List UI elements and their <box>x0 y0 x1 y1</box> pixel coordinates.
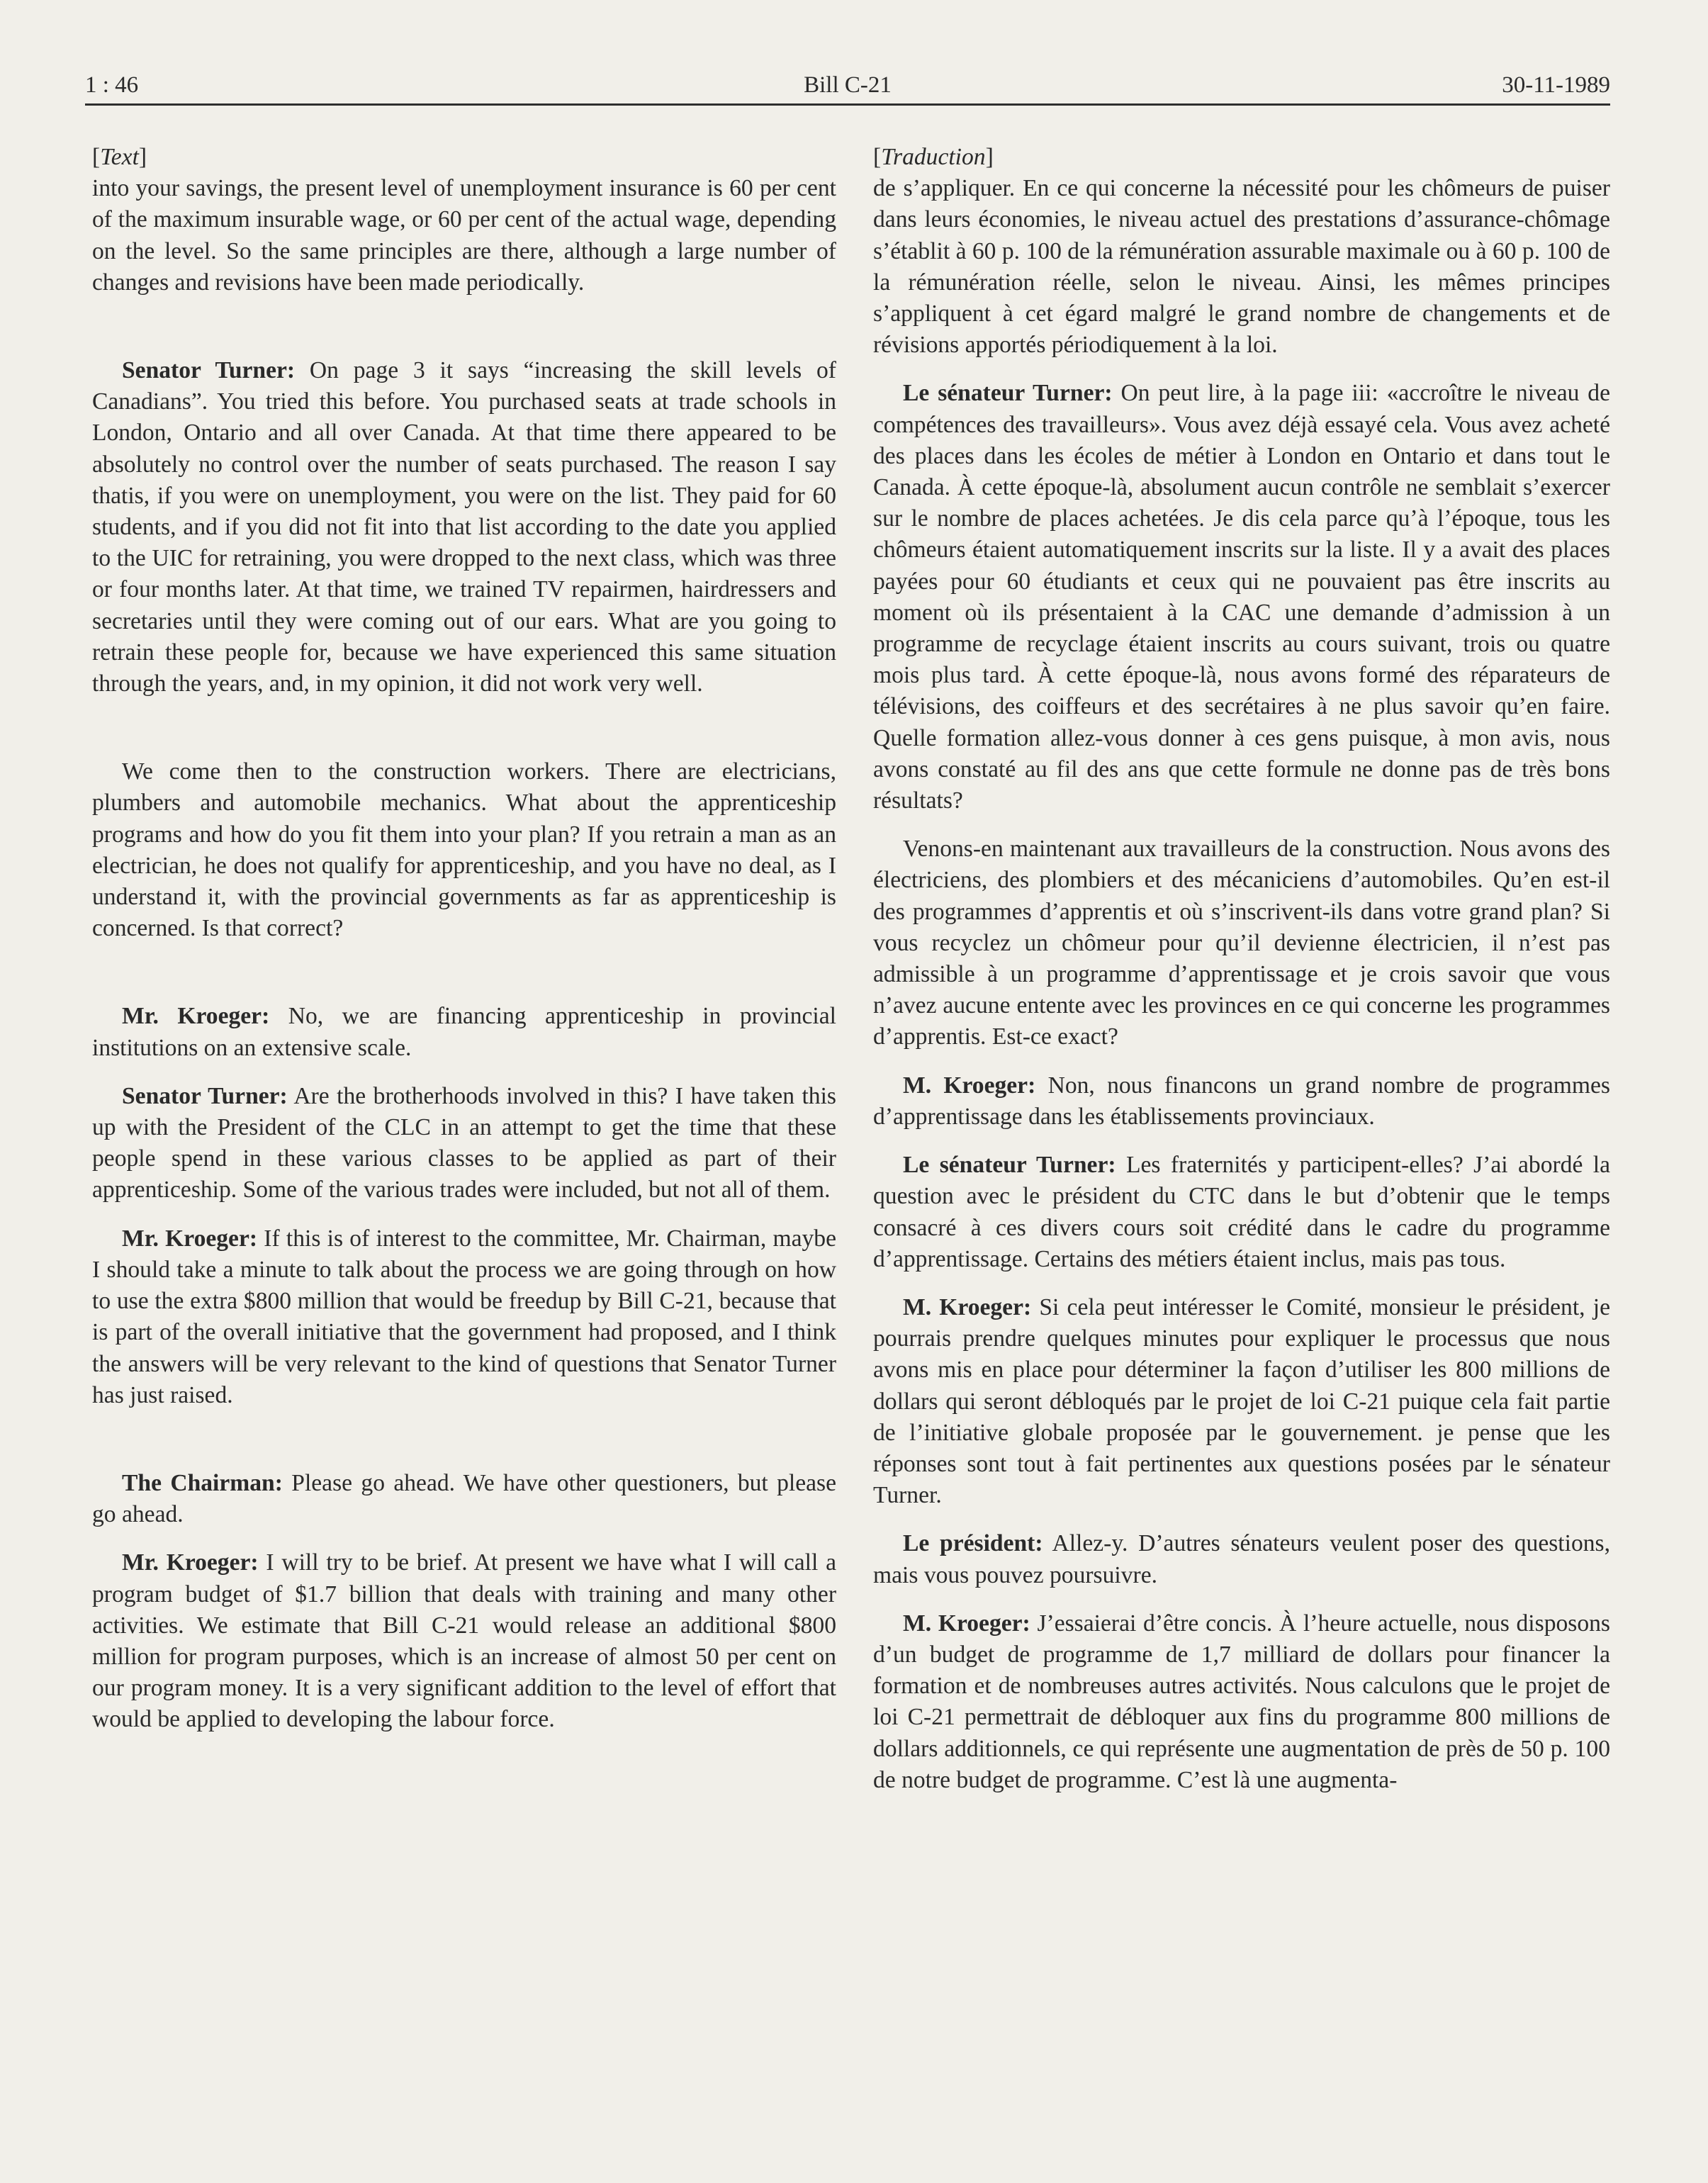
speaker-name: Le sénateur Turner: <box>903 1152 1116 1179</box>
speaker-name: M. Kroeger: <box>903 1610 1030 1637</box>
paragraph: Venons-en maintenant aux travailleurs de la construction. Nous avons des électriciens, des plombiers et des mécaniciens d’automobiles. Qu’en est-il des programmes d’apprentis et où s’inscrivent-ils dans votre grand plan? Si vous recyclez un chômeur pour qu’il devienne électricien, il n’est pas admissible à un programme d’apprentissage et je crois savoir que vous n’avez aucune entente avec les provinces en ce qui concerne les programmes d’apprentis. Est-ce exact? <box>873 836 1610 1050</box>
header-rule <box>85 103 1610 106</box>
speaker-name: Mr. Kroeger: <box>122 1225 258 1252</box>
speaker-name: M. Kroeger: <box>903 1293 1032 1320</box>
language-label-text: Traduction <box>881 144 986 170</box>
speech-text: If this is of interest to the committee, Mr. Chairman, maybe I should take a minute to talk about the process we are going through on how to use the extra $800 million that would be freedup by Bill C-21, because that is part of the overall initiative that the government had proposed, and I think the answers will be very relevant to the kind of questions that Senator Turner has just raised. <box>92 1225 836 1408</box>
speaker-name: Senator Turner: <box>122 1082 288 1109</box>
page-number: 1 : 46 <box>85 72 139 98</box>
paragraph <box>92 1223 836 1411</box>
paragraph <box>873 1528 1610 1590</box>
paragraph <box>873 378 1610 816</box>
speaker-name: Le sénateur Turner: <box>903 380 1113 407</box>
speaker-name: Senator Turner: <box>122 357 296 384</box>
speech-text: Are the brotherhoods involved in this? I have taken this up with the President of the CLC in an attempt to get the time that these people spend in these various classes to be applied as part of their apprenticeship. Some of the various trades were included, but not all of them. <box>92 1082 836 1203</box>
speech-text: Non, nous financons un grand nombre de programmes d’apprentissage dans les établissements provinciaux. <box>873 1072 1610 1130</box>
english-column <box>92 142 836 1736</box>
paragraph: into your savings, the present level of unemployment insurance is 60 per cent of the maximum insurable wage, or 60 per cent of the actual wage, depending on the level. So the same principles are there, although a large number of changes and revisions have been made periodically. <box>92 175 836 296</box>
speaker-name: Mr. Kroeger: <box>122 1003 270 1030</box>
paragraph <box>873 1292 1610 1511</box>
speaker-name: Le président: <box>903 1530 1043 1557</box>
speech-text: On page 3 it says “increasing the skill levels of Canadians”. You tried this before. You purchased seats at trade schools in London, Ontario and all over Canada. At that time there appeared to be absolutely no control over the number of seats purchased. The reason I say thatis, if you were on unemployment, you were on the list. They paid for 60 students, and if you did not fit into that list according to the date you applied to the UIC for retraining, you were dropped to the next class, which was three or four months later. At that time, we trained TV repairmen, hairdressers and secretaries until they were coming out of our ears. What are you going to retrain these people for, because we have experienced this same situation through the years, and, in my opinion, it did not work very well. <box>92 357 836 697</box>
speech-text: J’essaierai d’être concis. À l’heure actuelle, nous disposons d’un budget de programme de 1,7 milliard de dollars pour financer la formation et de nombreuses autres activités. Nous calculons que le projet de loi C-21 permettrait de débloquer aux fins du programme 800 millions de dollars additionnels, ce qui représente une augmentation de près de 50 p. 100 de notre budget de programme. C’est là une augmenta- <box>873 1610 1610 1793</box>
paragraph <box>92 355 836 700</box>
french-column <box>873 142 1610 1796</box>
speaker-name: M. Kroeger: <box>903 1072 1036 1099</box>
speaker-name: Mr. Kroeger: <box>122 1549 259 1576</box>
paragraph <box>873 1608 1610 1796</box>
speech-text: Si cela peut intéresser le Comité, monsieur le président, je pourrais prendre quelques minutes pour expliquer le processus que nous avons mis en place pour déterminer la façon d’utiliser les 800 millions de dollars qui seront débloqués par le projet de loi C-21 puique cela fait partie de l’initiative globale proposée par le gouvernement. je pense que les réponses sont tout à fait pertinentes aux questions posées par le sénateur Turner. <box>873 1293 1610 1509</box>
paragraph <box>92 1468 836 1530</box>
page-header <box>85 65 1610 105</box>
paragraph <box>873 1070 1610 1133</box>
bill-title: Bill C-21 <box>804 72 892 98</box>
paragraph <box>92 1547 836 1735</box>
speaker-name: The Chairman: <box>122 1469 283 1496</box>
speech-text: Allez-y. D’autres sénateurs veulent poser des questions, mais vous pouvez poursuivre. <box>873 1530 1610 1588</box>
speech-text: Les fraternités y participent-elles? J’ai abordé la question avec le président du CTC dans le but d’obtenir que le temps consacré à ces divers cours soit crédité dans le cadre du programme d’apprentissage. Certains des métiers étaient inclus, mais pas tous. <box>873 1152 1610 1272</box>
paragraph <box>92 1081 836 1206</box>
speech-text: I will try to be brief. At present we have what I will call a program budget of $1.7 billion that deals with training and many other activities. We estimate that Bill C-21 would release an additional $800 million for program purposes, which is an increase of almost 50 per cent on our program money. It is a very significant addition to the level of effort that would be applied to developing the labour force. <box>92 1549 837 1733</box>
page-date: 30-11-1989 <box>1502 72 1610 98</box>
paragraph: We come then to the construction workers. There are electricians, plumbers and automobile mechanics. What about the apprenticeship programs and how do you fit them into your plan? If you retrain a man as an electrician, he does not qualify for apprenticeship, and you have no deal, as I understand it, with the provincial governments as far as apprenticeship is concerned. Is that correct? <box>92 758 836 942</box>
paragraph <box>873 1150 1610 1275</box>
language-label-french: [Traduction] <box>873 144 994 170</box>
paragraph <box>92 1001 836 1063</box>
speech-text: No, we are financing apprenticeship in provincial institutions on an extensive scale. <box>92 1003 836 1061</box>
language-label-english: [Text] <box>92 144 147 170</box>
language-label-text: Text <box>100 144 139 170</box>
speech-text: Please go ahead. We have other questioners, but please go ahead. <box>92 1469 836 1528</box>
speech-text: On peut lire, à la page iii: «accroître le niveau de compétences des travailleurs». Vous avez déjà essayé cela. Vous avez acheté des places dans les écoles de métier à London en Ontario et dans tout le Canada. À cette époque-là, absolument aucun contrôle ne semblait s’exercer sur le nombre de places achetées. Je dis cela parce qu’à l’époque, tous les chômeurs étaient automatiquement inscrits sur la liste. Il y a avait des places payées pour 60 étudiants et ceux qui ne pouvaient pas être inscrits au moment où ils présentaient à la CAC une demande d’admission à un programme de recyclage étaient inscrits au cours suivant, trois ou quatre mois plus tard. À cette époque-là, nous avons formé des réparateurs de télévisions, des coiffeurs et des secrétaires à ne plus savoir qu’en faire. Quelle formation allez-vous donner à ces gens puisque, à mon avis, nous avons constaté au fil des ans que cette formule ne donne pas de très bons résultats? <box>873 380 1611 814</box>
paragraph: de s’appliquer. En ce qui concerne la nécessité pour les chômeurs de puiser dans leurs économies, le niveau actuel des prestations d’assurance-chômage s’établit à 60 p. 100 de la rémunération assurable maximale ou à 60 p. 100 de la rémunération réelle, selon le niveau. Ainsi, les mêmes principes s’appliquent à cet égard malgré le grand nombre de changements et de révisions apportés périodiquement à la loi. <box>873 175 1610 359</box>
